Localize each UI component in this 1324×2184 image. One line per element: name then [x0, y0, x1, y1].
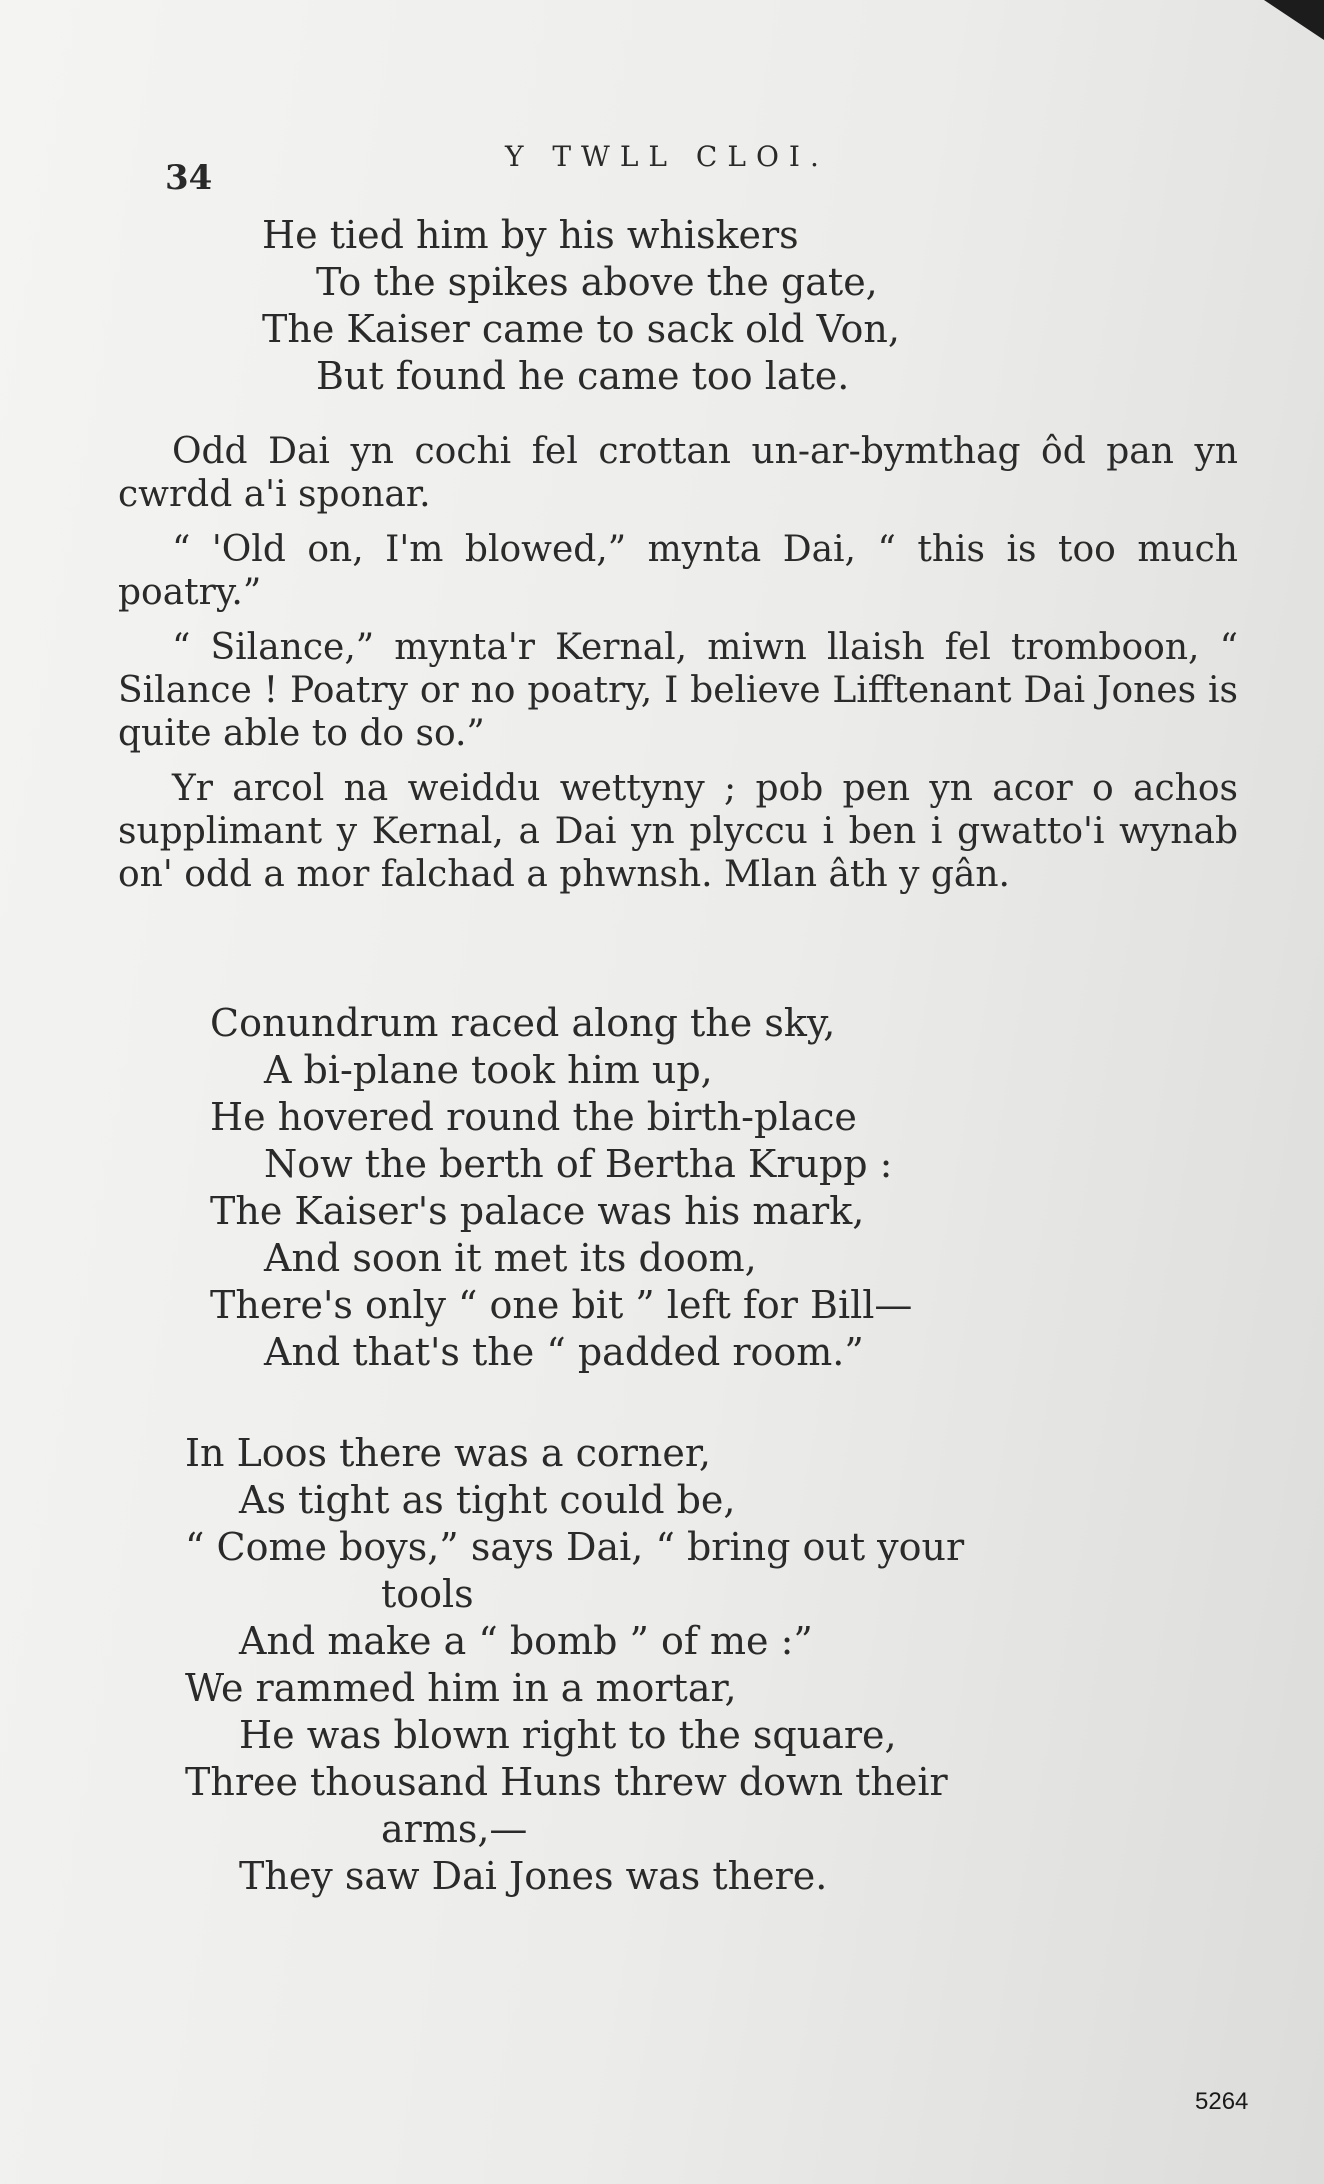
poem-line: Now the berth of Bertha Krupp : [264, 1142, 893, 1186]
poem-line: To the spikes above the gate, [316, 260, 878, 304]
page-corner-shadow [1264, 0, 1324, 40]
poem-line: tools [381, 1572, 474, 1616]
poem-line: The Kaiser's palace was his mark, [210, 1189, 865, 1233]
poem-line: He hovered round the birth-place [210, 1095, 857, 1139]
poem-line: The Kaiser came to sack old Von, [262, 307, 900, 351]
prose-paragraph: “ 'Old on, I'm blowed,” mynta Dai, “ this is too much poatry.” [118, 529, 1238, 613]
poem-line: And make a “ bomb ” of me :” [239, 1619, 813, 1663]
page-number: 34 [165, 158, 213, 198]
poem-line: He tied him by his whiskers [262, 213, 799, 257]
poem-line: Three thousand Huns threw down their [185, 1760, 948, 1804]
poem-stanza-1 [262, 212, 900, 400]
poem-line: In Loos there was a corner, [185, 1431, 711, 1475]
prose-paragraph: Yr arcol na weiddu wettyny ; pob pen yn acor o achos supplimant y Kernal, a Dai yn plyccu i ben i gwatto'i wynab on' odd a mor falchad a phwnsh. Mlan âth y gân. [118, 768, 1238, 895]
prose-paragraph: “ Silance,” mynta'r Kernal, miwn llaish fel tromboon, “ Silance ! Poatry or no poatry, I believe Lifftenant Dai Jones is quite able to do so.” [118, 627, 1238, 754]
prose-paragraph: Odd Dai yn cochi fel crottan un-ar-bymthag ôd pan yn cwrdd a'i sponar. [118, 431, 1238, 515]
prose-passage [118, 430, 1238, 908]
poem-line: We rammed him in a mortar, [185, 1666, 737, 1710]
poem-line: And that's the “ padded room.” [264, 1330, 864, 1374]
poem-line: Conundrum raced along the sky, [210, 1001, 836, 1045]
running-title: Y TWLL CLOI. [505, 140, 829, 173]
poem-line: But found he came too late. [316, 354, 850, 398]
poem-line: He was blown right to the square, [239, 1713, 897, 1757]
poem-line: As tight as tight could be, [239, 1478, 736, 1522]
poem-line: And soon it met its doom, [264, 1236, 757, 1280]
page-header [0, 140, 1324, 198]
poem-line: There's only “ one bit ” left for Bill— [210, 1283, 913, 1327]
poem-line: arms,— [381, 1807, 528, 1851]
catalog-number: 5264 [1195, 2088, 1249, 2115]
poem-stanza-3 [185, 1430, 964, 1900]
poem-stanza-2 [210, 1000, 912, 1376]
poem-line: They saw Dai Jones was there. [239, 1854, 828, 1898]
poem-line: “ Come boys,” says Dai, “ bring out your [185, 1525, 965, 1569]
poem-line: A bi-plane took him up, [264, 1048, 713, 1092]
